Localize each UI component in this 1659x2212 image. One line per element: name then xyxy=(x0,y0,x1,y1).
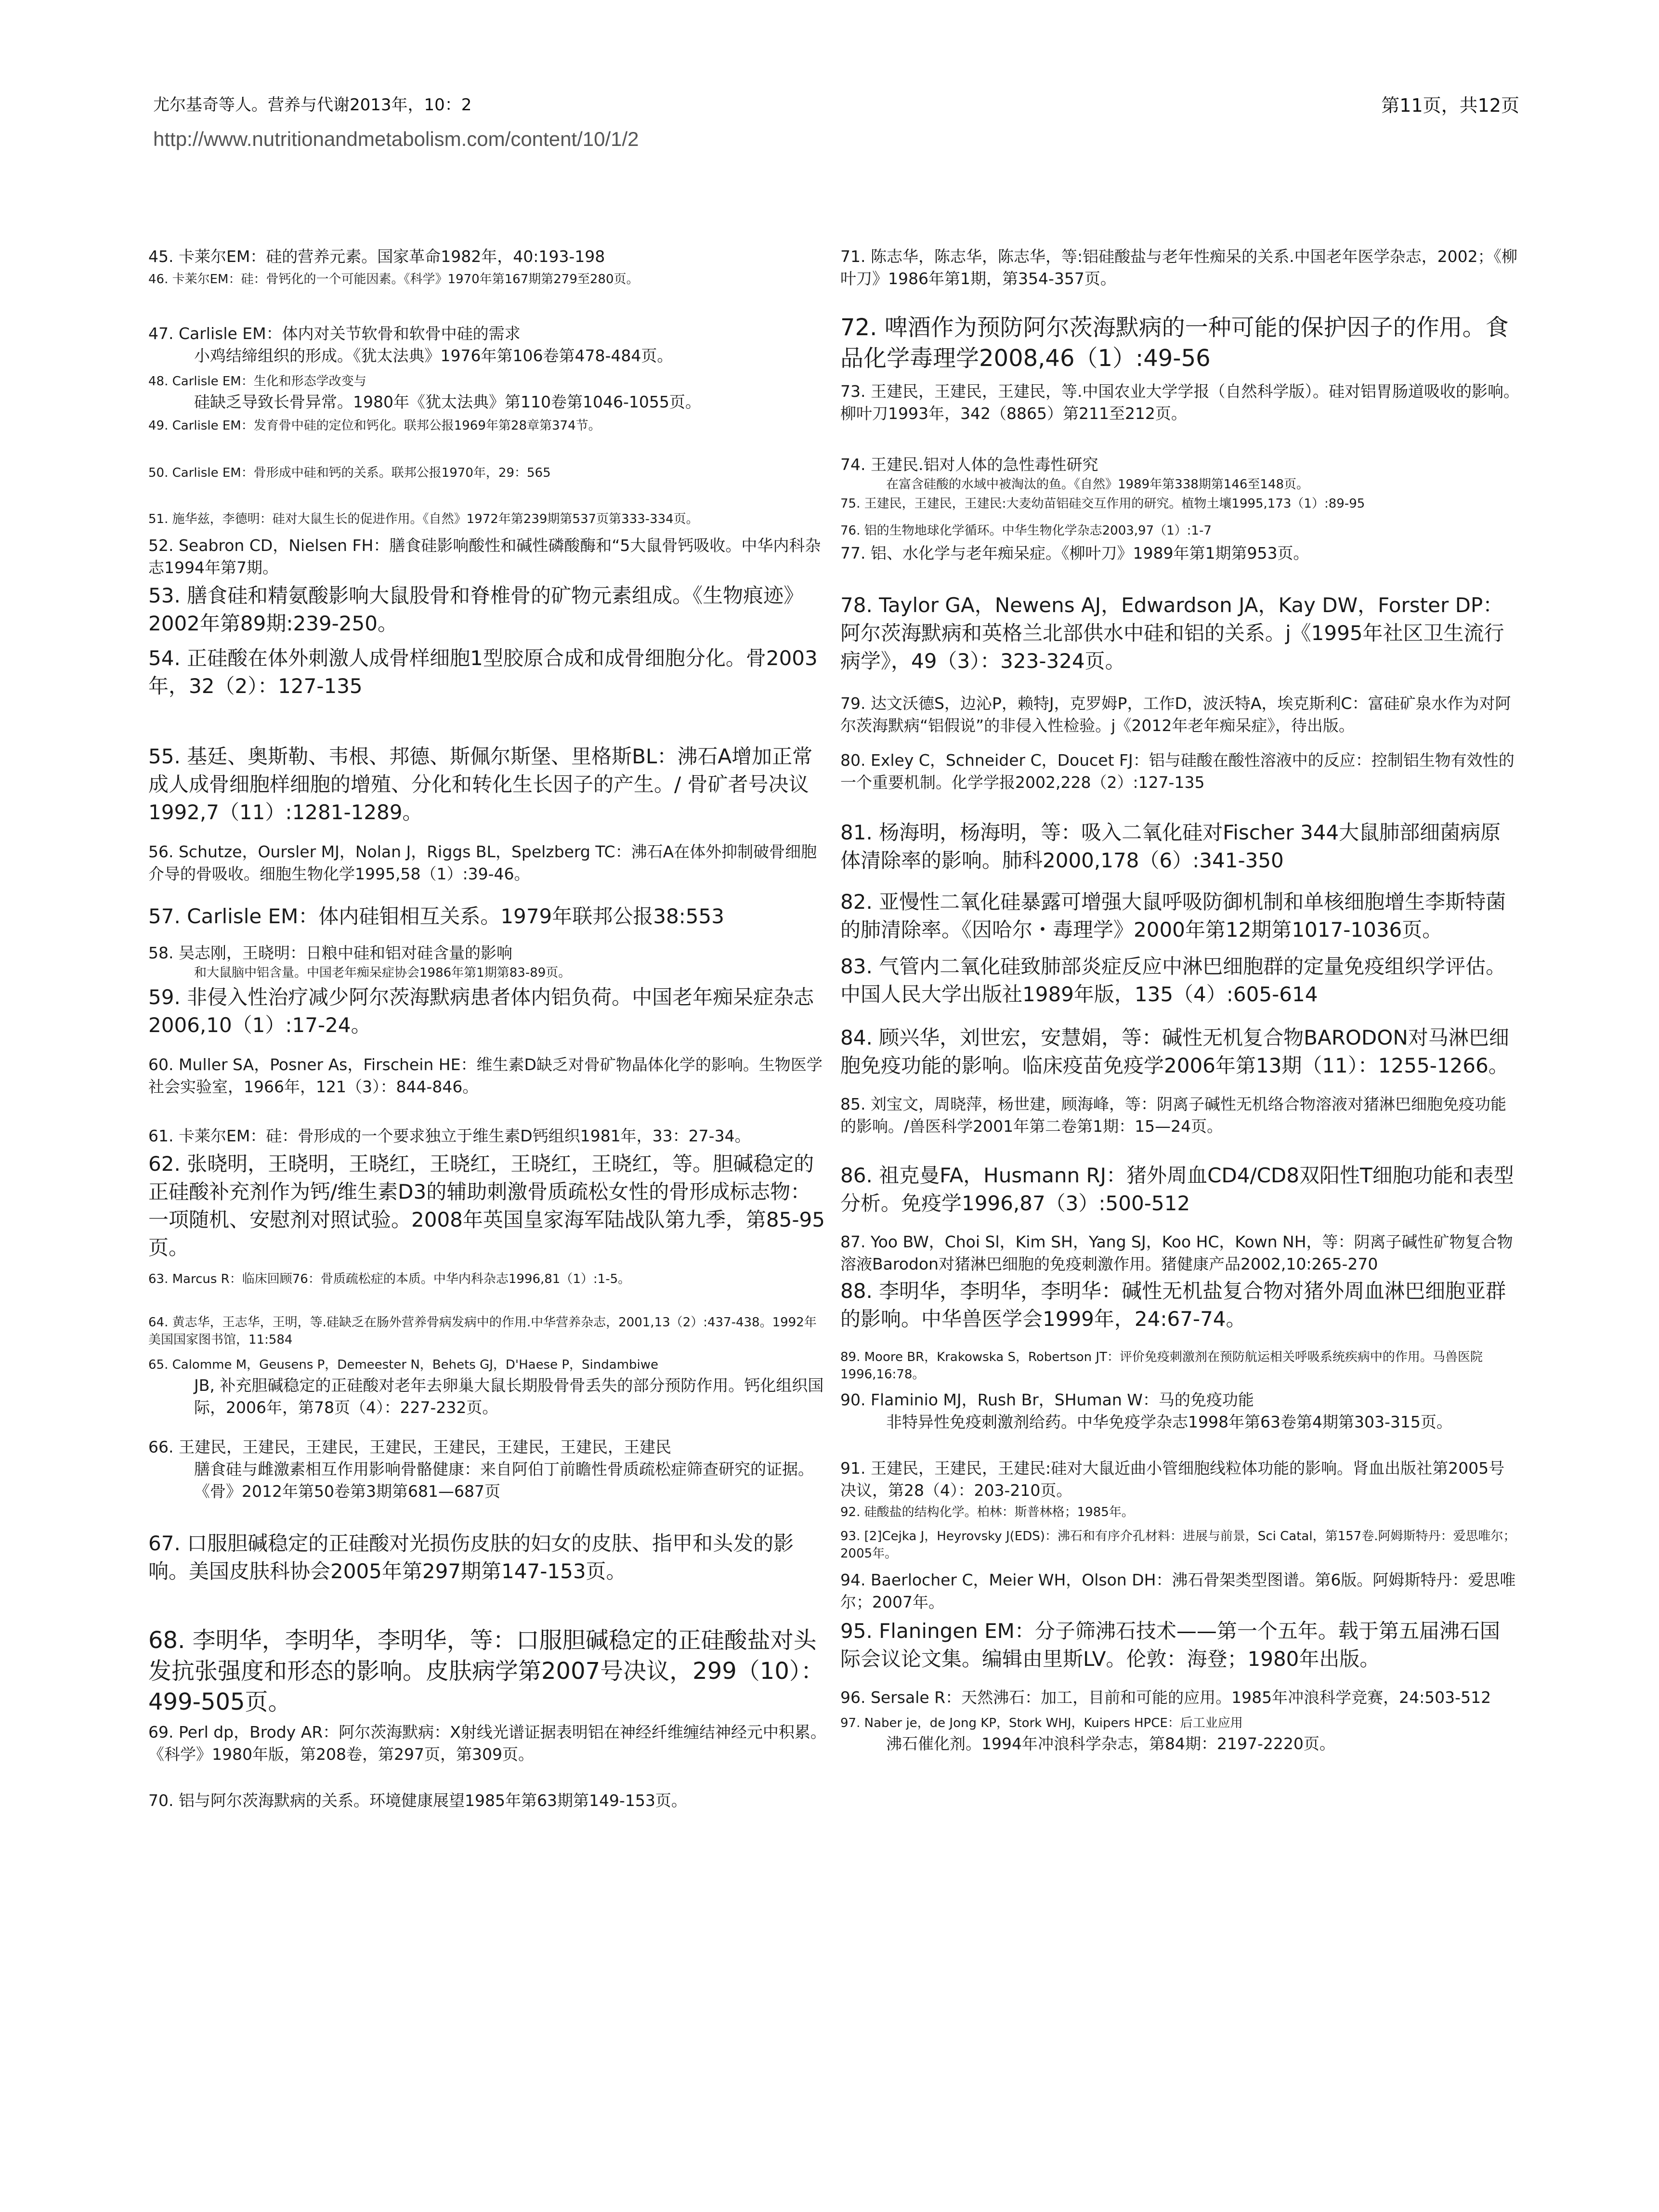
reference-item: 59. 非侵入性治疗减少阿尔茨海默病患者体内铝负荷。中国老年痴呆症杂志2006,10（1）:17-24。 xyxy=(148,985,814,1037)
reference-item: 93. [2]Cejka J，Heyrovsky J(EDS)：沸石和有序介孔材料：进展与前景，Sci Catal，第157卷.阿姆斯特丹：爱思唯尔；2005年。 xyxy=(840,1529,1516,1561)
reference-item: 52. Seabron CD，Nielsen FH：膳食硅影响酸性和碱性磷酸酶和“5大鼠骨钙吸收。中华内科杂志1994年第7期。 xyxy=(148,536,821,577)
reference-item: 64. 黄志华，王志华，王明，等.硅缺乏在肠外营养骨病发病中的作用.中华营养杂志，2001,13（2）:437-438。1992年美国国家图书馆，11:584 xyxy=(148,1315,817,1347)
reference-item: 96. Sersale R：天然沸石：加工，目前和可能的应用。1985年冲浪科学竞赛，24:503-512 xyxy=(840,1688,1491,1707)
reference-item: 67. 口服胆碱稳定的正硅酸对光损伤皮肤的妇女的皮肤、指甲和头发的影响。美国皮肤科协会2005年第297期第147-153页。 xyxy=(148,1531,794,1583)
reference-item: 63. Marcus R：临床回顾76：骨质疏松症的本质。中华内科杂志1996,81（1）:1-5。 xyxy=(148,1272,631,1286)
reference-item: 50. Carlisle EM：骨形成中硅和钙的关系。联邦公报1970年，29：565 xyxy=(148,466,551,480)
reference-item: 62. 张晓明，王晓明，王晓红，王晓红，王晓红，王晓红，等。胆碱稳定的正硅酸补充剂作为钙/维生素D3的辅助刺激骨质疏松女性的骨形成标志物：一项随机、安慰剂对照试验。2008年英国皇家海军陆战队第九季，第85-95页。 xyxy=(148,1152,825,1259)
reference-item: 72. 啤酒作为预防阿尔茨海默病的一种可能的保护因子的作用。食品化学毒理学2008,46（1）:49-56 xyxy=(840,314,1509,372)
reference-item: 80. Exley C，Schneider C，Doucet FJ：铝与硅酸在酸性溶液中的反应：控制铝生物有效性的一个重要机制。化学学报2002,228（2）:127-135 xyxy=(840,751,1515,792)
reference-item: 61. 卡莱尔EM：硅：骨形成的一个要求独立于维生素D钙组织1981年，33：27-34。 xyxy=(148,1126,751,1145)
reference-item: 49. Carlisle EM：发育骨中硅的定位和钙化。联邦公报1969年第28章第374节。 xyxy=(148,419,601,433)
reference-item: 69. Perl dp，Brody AR：阿尔茨海默病：X射线光谱证据表明铝在神经纤维缠结神经元中积累。《科学》1980年版，第208卷，第297页，第309页。 xyxy=(148,1723,826,1764)
references-left-column xyxy=(148,246,827,1812)
reference-item: 78. Taylor GA，Newens AJ，Edwardson JA，Kay DW，Forster DP：阿尔茨海默病和英格兰北部供水中硅和铝的关系。j《1995年社区卫生流行病学》，49（3）：323-324页。 xyxy=(840,593,1504,673)
reference-item: 60. Muller SA，Posner As，Firschein HE：维生素D缺乏对骨矿物晶体化学的影响。生物医学社会实验室，1966年，121（3）：844-846。 xyxy=(148,1055,823,1096)
reference-item: 90. Flaminio MJ，Rush Br，SHuman W：马的免疫功能 非特异性免疫刺激剂给药。中华免疫学杂志1998年第63卷第4期第303-315页。 xyxy=(840,1390,1452,1431)
page-header xyxy=(153,92,639,151)
reference-item: 75. 王建民，王建民，王建民:大麦幼苗铝硅交互作用的研究。植物土壤1995,173（1）:89-95 xyxy=(840,497,1365,511)
reference-item: 91. 王建民，王建民，王建民:硅对大鼠近曲小管细胞线粒体功能的影响。肾血出版社第2005号决议，第28（4）：203-210页。 xyxy=(840,1459,1505,1500)
reference-item: 56. Schutze，Oursler MJ，Nolan J，Riggs BL，Spelzberg TC：沸石A在体外抑制破骨细胞介导的骨吸收。细胞生物化学1995,58（1）:39-46。 xyxy=(148,842,817,883)
reference-item: 85. 刘宝文，周晓萍，杨世建，顾海峰，等：阴离子碱性无机络合物溶液对猪淋巴细胞免疫功能的影响。/兽医科学2001年第二卷第1期：15—24页。 xyxy=(840,1095,1506,1136)
reference-item: 82. 亚慢性二氧化硅暴露可增强大鼠呼吸防御机制和单核细胞增生李斯特菌的肺清除率。《因哈尔・毒理学》2000年第12期第1017-1036页。 xyxy=(840,890,1506,942)
reference-item: 73. 王建民，王建民，王建民，等.中国农业大学学报（自然科学版）。硅对铝胃肠道吸收的影响。柳叶刀1993年，342（8865）第211至212页。 xyxy=(840,382,1519,423)
reference-item: 76. 铝的生物地球化学循环。中华生物化学杂志2003,97（1）:1-7 xyxy=(840,524,1212,538)
reference-item: 65. Calomme M，Geusens P，Demeester N，Behets GJ，D'Haese P，Sindambiwe JB, 补充胆碱稳定的正硅酸对老年去卵巢大鼠长期股骨骨丢失的部分预防作用。钙化组织国际，2006年，第78页（4）：227-232页。 xyxy=(148,1358,824,1417)
reference-item: 97. Naber je，de Jong KP，Stork WHJ，Kuipers HPCE：后工业应用 沸石催化剂。1994年冲浪科学杂志，第84期：2197-2220页。 xyxy=(840,1716,1335,1753)
reference-item: 51. 施华兹，李德明：硅对大鼠生长的促进作用。《自然》1972年第239期第537页第333-334页。 xyxy=(148,512,699,526)
reference-item: 47. Carlisle EM：体内对关节软骨和软骨中硅的需求 小鸡结缔组织的形成。《犹太法典》1976年第106卷第478-484页。 xyxy=(148,324,673,365)
reference-item: 94. Baerlocher C，Meier WH，Olson DH：沸石骨架类型图谱。第6版。阿姆斯特丹：爱思唯尔；2007年。 xyxy=(840,1571,1516,1611)
reference-item: 54. 正硅酸在体外刺激人成骨样细胞1型胶原合成和成骨细胞分化。骨2003年，32（2）：127-135 xyxy=(148,646,818,698)
reference-item: 58. 吴志刚，王晓明：日粮中硅和铝对硅含量的影响 和大鼠脑中铝含量。中国老年痴呆症协会1986年第1期第83-89页。 xyxy=(148,943,571,980)
journal-citation: 尤尔基奇等人。营养与代谢2013年，10：2 xyxy=(153,95,472,115)
reference-item: 57. Carlisle EM：体内硅钼相互关系。1979年联邦公报38:553 xyxy=(148,904,724,928)
reference-item: 45. 卡莱尔EM：硅的营养元素。国家革命1982年，40:193-198 xyxy=(148,247,605,266)
reference-item: 87. Yoo BW，Choi Sl，Kim SH，Yang SJ，Koo HC，Kown NH，等：阴离子碱性矿物复合物溶液Barodon对猪淋巴细胞的免疫刺激作用。猪健康产品2002,10:265-270 xyxy=(840,1232,1513,1273)
reference-item: 79. 达文沃德S，边沁P，赖特J，克罗姆P，工作D，波沃特A，埃克斯利C：富硅矿泉水作为对阿尔茨海默病“铝假说”的非侵入性检验。j《2012年老年痴呆症》，待出版。 xyxy=(840,694,1511,735)
reference-item: 74. 王建民.铝对人体的急性毒性研究 在富含硅酸的水域中被淘汰的鱼。《自然》1989年第338期第146至148页。 xyxy=(840,455,1309,492)
reference-item: 48. Carlisle EM：生化和形态学改变与 硅缺乏导致长骨异常。1980年《犹太法典》第110卷第1046-1055页。 xyxy=(148,374,701,411)
reference-item: 68. 李明华，李明华，李明华，等：口服胆碱稳定的正硅酸盐对头发抗张强度和形态的影响。皮肤病学第2007号决议，299（10）：499-505页。 xyxy=(148,1627,824,1715)
reference-item: 53. 膳食硅和精氨酸影响大鼠股骨和脊椎骨的矿物元素组成。《生物痕迹》2002年第89期:239-250。 xyxy=(148,584,804,635)
reference-item: 81. 杨海明，杨海明，等：吸入二氧化硅对Fischer 344大鼠肺部细菌病原体清除率的影响。肺科2000,178（6）:341-350 xyxy=(840,821,1501,872)
reference-item: 92. 硅酸盐的结构化学。柏林：斯普林格；1985年。 xyxy=(840,1505,1134,1519)
reference-item: 89. Moore BR，Krakowska S，Robertson JT：评价免疫刺激剂在预防航运相关呼吸系统疾病中的作用。马兽医院1996,16:78。 xyxy=(840,1350,1483,1382)
reference-item: 95. Flaningen EM：分子筛沸石技术——第一个五年。载于第五届沸石国际会议论文集。编辑由里斯LV。伦敦：海登；1980年出版。 xyxy=(840,1619,1500,1671)
reference-item: 86. 祖克曼FA，Husmann RJ：猪外周血CD4/CD8双阳性T细胞功能和表型分析。免疫学1996,87（3）:500-512 xyxy=(840,1164,1514,1215)
reference-item: 83. 气管内二氧化硅致肺部炎症反应中淋巴细胞群的定量免疫组织学评估。中国人民大学出版社1989年版，135（4）:605-614 xyxy=(840,955,1506,1006)
reference-item: 88. 李明华，李明华，李明华：碱性无机盐复合物对猪外周血淋巴细胞亚群的影响。中华兽医学会1999年，24:67-74。 xyxy=(840,1279,1506,1331)
reference-item: 71. 陈志华，陈志华，陈志华，等:铝硅酸盐与老年性痴呆的关系.中国老年医学杂志，2002；《柳叶刀》1986年第1期，第354-357页。 xyxy=(840,247,1518,288)
reference-item: 77. 铝、水化学与老年痴呆症。《柳叶刀》1989年第1期第953页。 xyxy=(840,544,1309,563)
article-url[interactable]: http://www.nutritionandmetabolism.com/content/10/1/2 xyxy=(153,128,639,150)
references-right-column xyxy=(840,246,1519,1755)
reference-item: 66. 王建民，王建民，王建民，王建民，王建民，王建民，王建民，王建民 膳食硅与雌激素相互作用影响骨骼健康：来自阿伯丁前瞻性骨质疏松症筛查研究的证据。《骨》2012年第50卷第3期第681—687页 xyxy=(148,1438,814,1501)
reference-item: 46. 卡莱尔EM：硅：骨钙化的一个可能因素。《科学》1970年第167期第279至280页。 xyxy=(148,272,639,287)
reference-item: 55. 基廷、奥斯勒、韦根、邦德、斯佩尔斯堡、里格斯BL：沸石A增加正常成人成骨细胞样细胞的增殖、分化和转化生长因子的产生。/ 骨矿者号决议1992,7（11）:1281-1289。 xyxy=(148,745,813,824)
page-number: 第11页，共12页 xyxy=(1381,95,1519,116)
reference-item: 70. 铝与阿尔茨海默病的关系。环境健康展望1985年第63期第149-153页。 xyxy=(148,1791,687,1810)
reference-item: 84. 顾兴华，刘世宏，安慧娟，等：碱性无机复合物BARODON对马淋巴细胞免疫功能的影响。临床疫苗免疫学2006年第13期（11）：1255-1266。 xyxy=(840,1026,1509,1077)
